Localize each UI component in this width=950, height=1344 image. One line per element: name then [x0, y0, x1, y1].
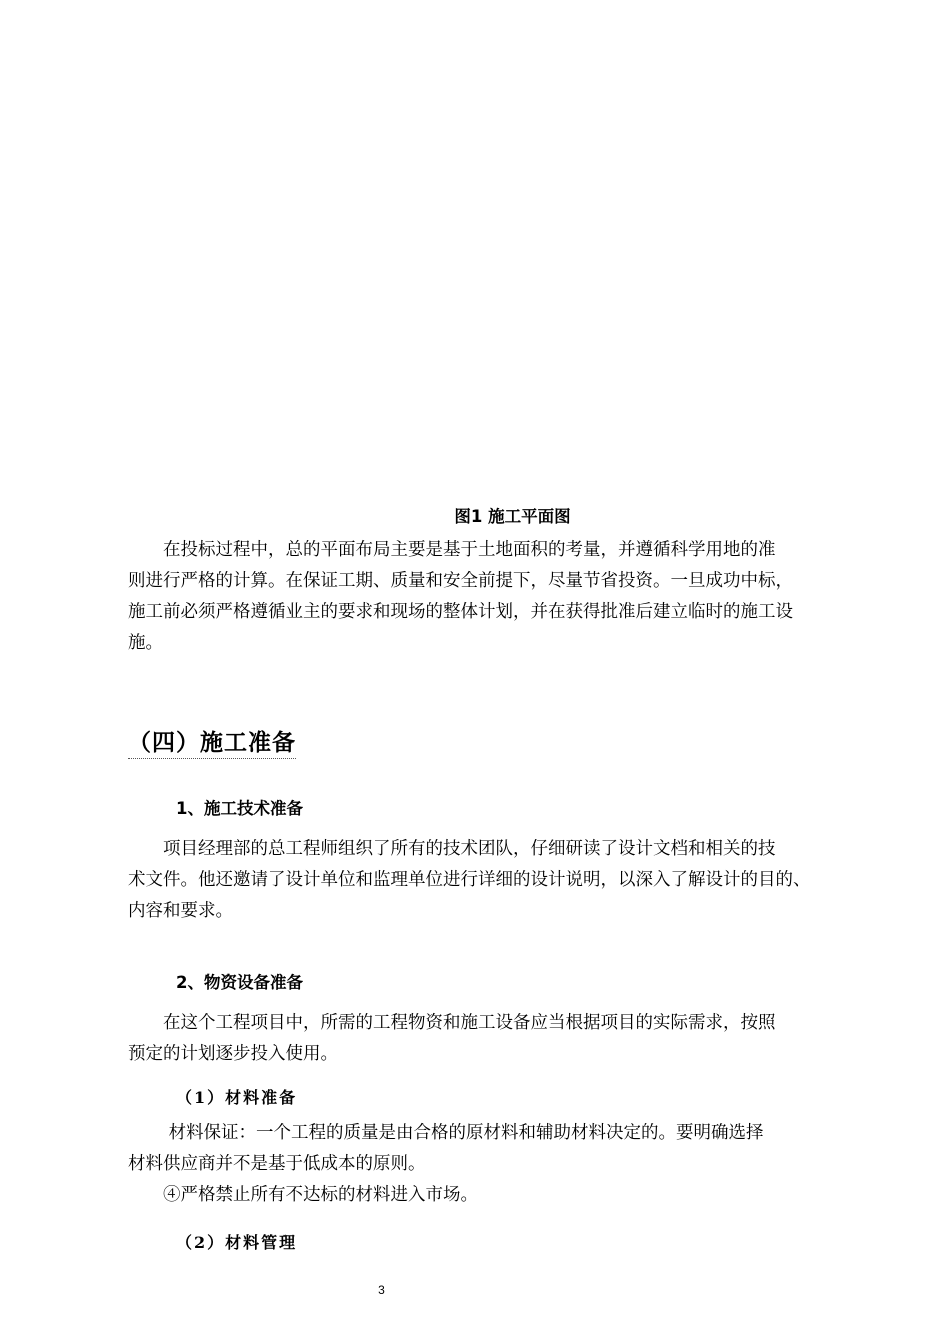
material-quality-paragraph	[128, 1118, 868, 1211]
text-line: 内容和要求。	[128, 901, 233, 921]
material-prep-paragraph	[128, 1008, 868, 1070]
figure-caption: 图1 施工平面图	[454, 507, 571, 526]
subsection-title: 2、物资设备准备	[176, 973, 303, 992]
tech-prep-paragraph	[128, 834, 868, 927]
subsection-title: 1、施工技术准备	[176, 799, 303, 818]
text-line: 材料保证：一个工程的质量是由合格的原材料和辅助材料决定的。要明确选择	[128, 1123, 764, 1143]
text-line: 项目经理部的总工程师组织了所有的技术团队，仔细研读了设计文档和相关的技	[128, 839, 776, 859]
page-number: 3	[378, 1283, 385, 1297]
item-title: （2）材料管理	[176, 1233, 298, 1252]
text-line: 预定的计划逐步投入使用。	[128, 1044, 338, 1064]
section-heading: （四）施工准备	[128, 724, 296, 759]
text-line: 术文件。他还邀请了设计单位和监理单位进行详细的设计说明，以深入了解设计的目的、	[128, 870, 811, 890]
text-line: 则进行严格的计算。在保证工期、质量和安全前提下，尽量节省投资。一旦成功中标，	[128, 571, 793, 591]
text-line: 在这个工程项目中，所需的工程物资和施工设备应当根据项目的实际需求，按照	[128, 1013, 776, 1033]
text-line: 施。	[128, 633, 163, 653]
item-title: （1）材料准备	[176, 1088, 298, 1107]
text-line: 施工前必须严格遵循业主的要求和现场的整体计划，并在获得批准后建立临时的施工设	[128, 602, 793, 622]
text-line: 在投标过程中，总的平面布局主要是基于土地面积的考量，并遵循科学用地的准	[128, 540, 776, 560]
text-line: 材料供应商并不是基于低成本的原则。	[128, 1154, 426, 1174]
intro-paragraph	[128, 535, 868, 659]
text-line: ④严格禁止所有不达标的材料进入市场。	[128, 1185, 478, 1205]
